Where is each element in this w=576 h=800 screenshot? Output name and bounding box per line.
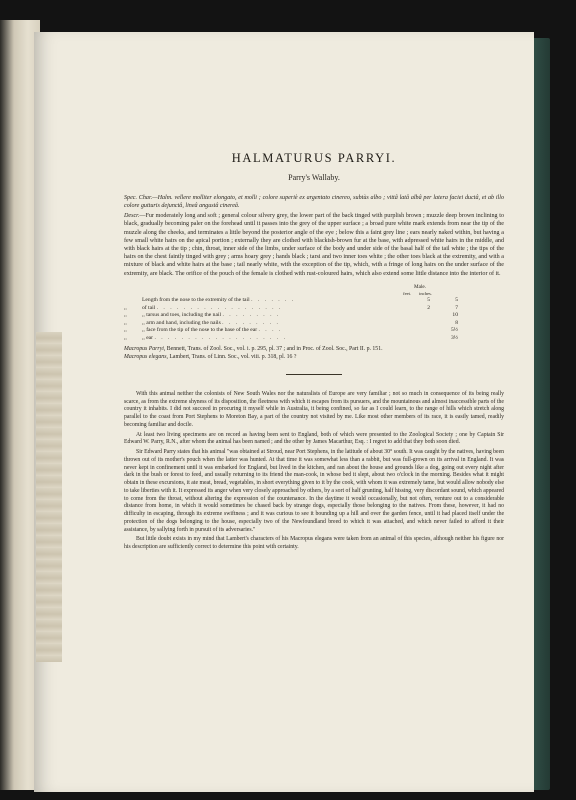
measurements-table <box>124 284 484 342</box>
measurement-label <box>142 305 416 313</box>
ditto-mark: ,, <box>124 312 127 319</box>
page-text-block <box>124 120 504 554</box>
common-name: Parry's Wallaby. <box>288 172 340 182</box>
leader-dots: . . . . . . . . . <box>222 312 281 319</box>
measurement-label <box>142 335 416 343</box>
reference-name: Macropus elegans, <box>124 354 168 361</box>
margin-illustration-fragment <box>36 332 62 662</box>
species-title: HALMATURUS PARRYI. <box>231 151 397 165</box>
references <box>124 346 504 362</box>
descr-lead: Descr. <box>124 213 140 220</box>
measurement-feet: 2 <box>427 304 430 311</box>
unit-inches: inches. <box>419 290 432 296</box>
measurement-inches: 3½ <box>451 334 458 341</box>
measurement-inches: 5 <box>455 297 458 304</box>
reference-name: Macropus Parryi, <box>124 346 166 353</box>
measurement-row <box>124 297 484 305</box>
unit-feet: feet. <box>403 290 412 296</box>
leader-dots: . . . . . . . . . . . . . . . . . . . . <box>154 334 287 341</box>
measure-column-head: Male. <box>414 283 426 290</box>
leader-dots: . . . . . . . . . . . . . . . . . . . <box>156 304 283 311</box>
measurement-label <box>142 327 416 335</box>
measurement-inches: 7 <box>455 304 458 311</box>
description <box>124 212 504 278</box>
measurement-feet: 5 <box>427 297 430 304</box>
body-paragraph: But little doubt exists in my mind that Lambert's characters of his Macropus elegans were taken from an animal of this species, although neither his figure nor his description are sufficiently correct to determine this point with certainty. <box>124 536 504 551</box>
reference-text: Lambert, Trans. of Linn. Soc., vol. viii. p. 318, pl. 16 ? <box>167 354 297 361</box>
measurement-label-text: ,, face from the tip of the nose to the base of the ear <box>142 327 258 334</box>
measurement-inches: 5½ <box>451 327 458 334</box>
reference-text: Bennett, Trans. of Zool. Soc., vol. i. p. 295, pl. 37 ; and in Proc. of Zool. Soc., Part II. p. 151. <box>165 346 383 353</box>
specific-character <box>124 194 504 210</box>
measurement-label-text: of tail <box>142 304 156 311</box>
leader-dots: . . . . . . . . . <box>222 319 280 326</box>
ditto-mark: ,, <box>124 319 127 326</box>
section-divider <box>286 374 342 375</box>
spec-char-lead: Spec. Char. <box>124 194 153 201</box>
descr-text: —Fur moderately long and soft ; general colour silvery grey, the lower part of the back tinged with purplish brown ; muzzle deep brown inclining to black, gradually becoming paler on the forehead until it passes into the grey of the upper surface ; a broad pure white mark extends from near the tip of the muzzle along the cheeks, and terminates a little beyond the posterior angle of the eye ; below this a faint grey line ; ears nearly naked within, but having a few small white hairs on the apical portion ; externally they are clothed with blackish-brown fur at the base, with adpressed white hairs in the middle, and with black hairs at the tip ; chin, throat, inner side of the limbs, under surface of the body and under side of the basal half of the tail white ; the tips of the hairs on the chest faintly tinged with grey ; arms hoary grey ; hands black ; tarsi and two inner toes white ; the other toes black at the extremity, and with a mixture of black and white hairs at the base ; tail nearly white, with the exception of the tip, which, with a fringe of long hairs on the under surface of the extremity, are black. The orifice of the pouch of the female is clothed with rust-coloured hairs, which also extend some little distance into the interior of it. <box>124 213 504 277</box>
measurement-label-text: Length from the nose to the extremity of the tail <box>142 297 250 304</box>
measurement-label-text: ,, ear <box>142 334 154 341</box>
ditto-mark: ,, <box>124 327 127 334</box>
measurement-label <box>142 297 416 305</box>
leader-dots: . . . . . . . <box>251 297 296 304</box>
leader-dots: . . . . <box>258 327 283 334</box>
measurement-row <box>124 305 484 313</box>
body-paragraph: With this animal neither the colonists of New South Wales nor the naturalists of Europe are very familiar ; not so much in consequence of its being really scarce, as from the extreme shyness of its disposition, the fleetness with which it escapes from its pursuers, and the mountainous and almost inaccessible parts of the country it inhabits. I did not succeed in procuring it myself while in Australia, it being confined, so far as I could learn, to the range of hills which stretch along parallel to the coast from Port Stephens to Moreton Bay, a part of the country not visited by me. Like most other members of its race, it is easily tamed, readily becoming familiar and docile. <box>124 390 504 428</box>
spec-char-latin: —Halm. vellere molliter elongato, et molli ; colore superiè ex argentato cinereo, subtùs albo ; vittâ latâ albâ per latera faciei ductâ, et ab illo colore gutturis dejunctâ, lineâ angustâ cinereâ. <box>124 194 504 209</box>
measurement-inches: 8 <box>455 319 458 326</box>
reference-line <box>124 346 504 354</box>
measurement-row <box>124 312 484 320</box>
measurement-row <box>124 335 484 343</box>
ditto-mark: ,, <box>124 304 127 311</box>
ditto-mark: ,, <box>124 334 127 341</box>
body-paragraph: Sir Edward Parry states that his animal "was obtained at Stroud, near Port Stephens, in the latitude of about 30° south. It was caught by the natives, having been thrown out of its mother's pouch when the latter was hunted. At that time it was somewhat less than a rabbit, but was full-grown on its arrival in England. It was never kept in confinement until it was embarked for England, but lived in the kitchen, and ran about the house and grounds like a dog, going out every night after dark in the bush or forest to feed, and usually returning to its friend the man-cook, in whose bed it slept, about two o'clock in the morning. Besides what it might obtain in these excursions, it ate meat, bread, vegetables, in short everything given to it by the cook, with whom it was extremely tame, but would allow nobody else to take liberties with it. It expressed its anger when very closely approached by others, by a sort of half grunting, half hissing, very discordant sound, which appeared to come from the throat, without altering the expression of the countenance. In the daytime it would occasionally, but not often, venture out to a considerable distance from home, in which it would sometimes be chased back by strange dogs, especially those belonging to the natives. From these, however, it had no difficulty in escaping, through its extreme swiftness ; and it was curious to see it bounding up a hill and over the garden fence, until it had placed itself under the protection of the dogs belonging to the house, especially two of the Newfoundland breed to which it was attached, and which never failed to afford it their assistance, by sallying forth in pursuit of its adversaries." <box>124 449 504 533</box>
measurement-inches: 10 <box>452 312 458 319</box>
body-paragraph: At least two living specimens are on record as having been sent to England, both of which were presented to the Zoological Society ; one by Captain Sir Edward W. Parry, R.N., after whom the animal has been named ; and the other by James Macarthur, Esq. : I regret to add that they both soon died. <box>124 431 504 446</box>
book-page <box>34 32 534 792</box>
reference-line <box>124 354 504 362</box>
measurement-label-text: ,, arm and hand, including the nails <box>142 319 221 326</box>
measurement-row <box>124 327 484 335</box>
measurement-label <box>142 312 416 320</box>
measurement-label-text: ,, tarsus and toes, including the nail <box>142 312 222 319</box>
